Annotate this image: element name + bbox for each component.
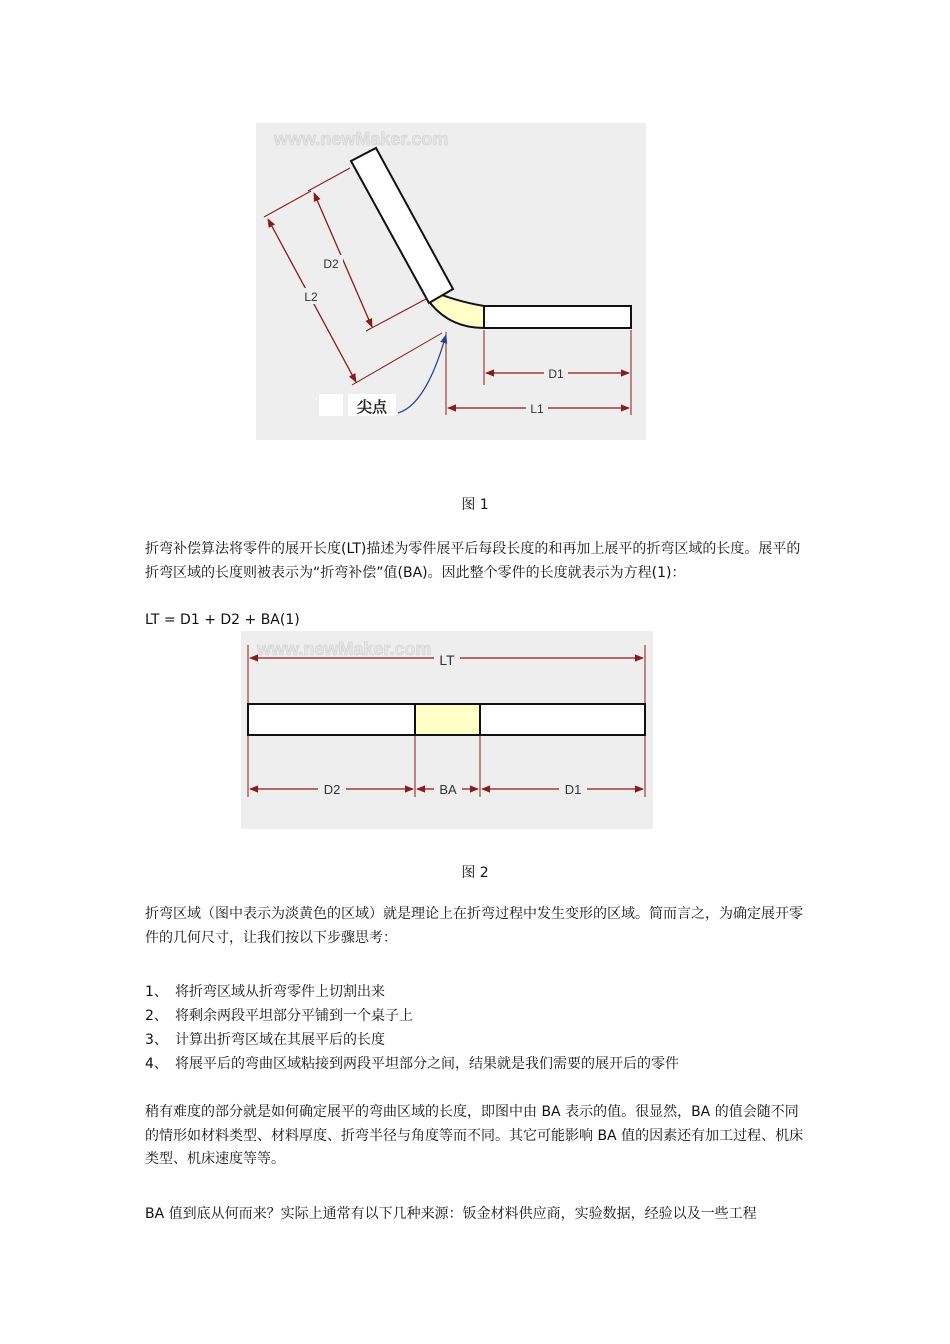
figure-2-ba-label: BA — [439, 782, 457, 797]
figure-2-caption: 图 2 — [461, 865, 489, 881]
figure-1-watermark: www.newMaker.com — [274, 129, 449, 149]
figure-1-drawing — [256, 123, 646, 440]
list-item — [145, 1004, 679, 1028]
list-item — [145, 1028, 679, 1052]
steps-list — [145, 980, 679, 1076]
figure-1-d1-label: D1 — [548, 367, 564, 381]
figure-2-lt-label: LT — [439, 652, 455, 668]
paragraph-ba-sources: BA 值到底从何而来？实际上通常有以下几种来源：钣金材料供应商，实验数据，经验以及一些工程 — [145, 1206, 757, 1222]
figure-1-extension-line — [352, 333, 442, 385]
figure-1-horizontal-flange — [484, 306, 631, 328]
figure-2-drawing — [241, 631, 653, 829]
figure-1-caption: 图 1 — [461, 497, 489, 513]
figure-1-extension-line — [264, 191, 311, 217]
figure-1-tip-label: 尖点 — [356, 398, 388, 416]
step-text: 将剩余两段平坦部分平铺到一个桌子上 — [175, 1008, 413, 1024]
step-text: 将折弯区域从折弯零件上切割出来 — [175, 984, 385, 1000]
paragraph-ba-difficulty: 稍有难度的部分就是如何确定展平的弯曲区域的长度，即图中由 BA 表示的值。很显然，BA 的值会随不同的情形如材料类型、材料厚度、折弯半径与角度等而不同。其它可能影响 BA 值的因素还有加工过程、机床类型、机床速度等等。 — [145, 1104, 804, 1167]
paragraph-bend-allowance-intro: 折弯补偿算法将零件的展开长度(LT)描述为零件展平后每段长度的和再加上展平的折弯区域的长度。展平的折弯区域的长度则被表示为“折弯补偿”值(BA)。因此整个零件的长度就表示为方程(1)： — [145, 541, 801, 581]
figure-2-d2-segment — [248, 704, 415, 735]
step-number: 2、 — [145, 1008, 168, 1024]
figure-2-bend-region — [415, 704, 480, 735]
figure-2-d1-segment — [480, 704, 645, 735]
figure-2-watermark: www.newMaker.com — [257, 639, 432, 659]
step-number: 1、 — [145, 984, 168, 1000]
step-text: 计算出折弯区域在其展平后的长度 — [175, 1032, 385, 1048]
step-number: 3、 — [145, 1032, 168, 1048]
list-item — [145, 980, 679, 1004]
figure-1-label-box — [319, 394, 343, 416]
figure-1-l2-label: L2 — [304, 290, 318, 304]
figure-2-d1-label: D1 — [564, 782, 582, 797]
figure-1-l1-label: L1 — [530, 402, 544, 416]
list-item — [145, 1052, 679, 1076]
figure-2-d2-label: D2 — [323, 782, 341, 797]
figure-2-flat-pattern — [241, 631, 653, 829]
figure-1-inclined-flange — [351, 148, 453, 303]
equation-1: LT = D1 + D2 + BA(1) — [145, 612, 300, 628]
figure-1-extension-line — [308, 168, 350, 191]
step-number: 4、 — [145, 1056, 168, 1072]
figure-1-bent-part — [256, 123, 646, 440]
figure-1-d2-label: D2 — [323, 257, 339, 271]
paragraph-bend-region-explanation: 折弯区域（图中表示为淡黄色的区域）就是理论上在折弯过程中发生变形的区域。简而言之，为确定展开零件的几何尺寸，让我们按以下步骤思考： — [145, 906, 803, 946]
figure-1-extension-line — [366, 299, 426, 331]
figure-1-tip-leader — [398, 335, 446, 413]
step-text: 将展平后的弯曲区域粘接到两段平坦部分之间，结果就是我们需要的展开后的零件 — [175, 1056, 679, 1072]
